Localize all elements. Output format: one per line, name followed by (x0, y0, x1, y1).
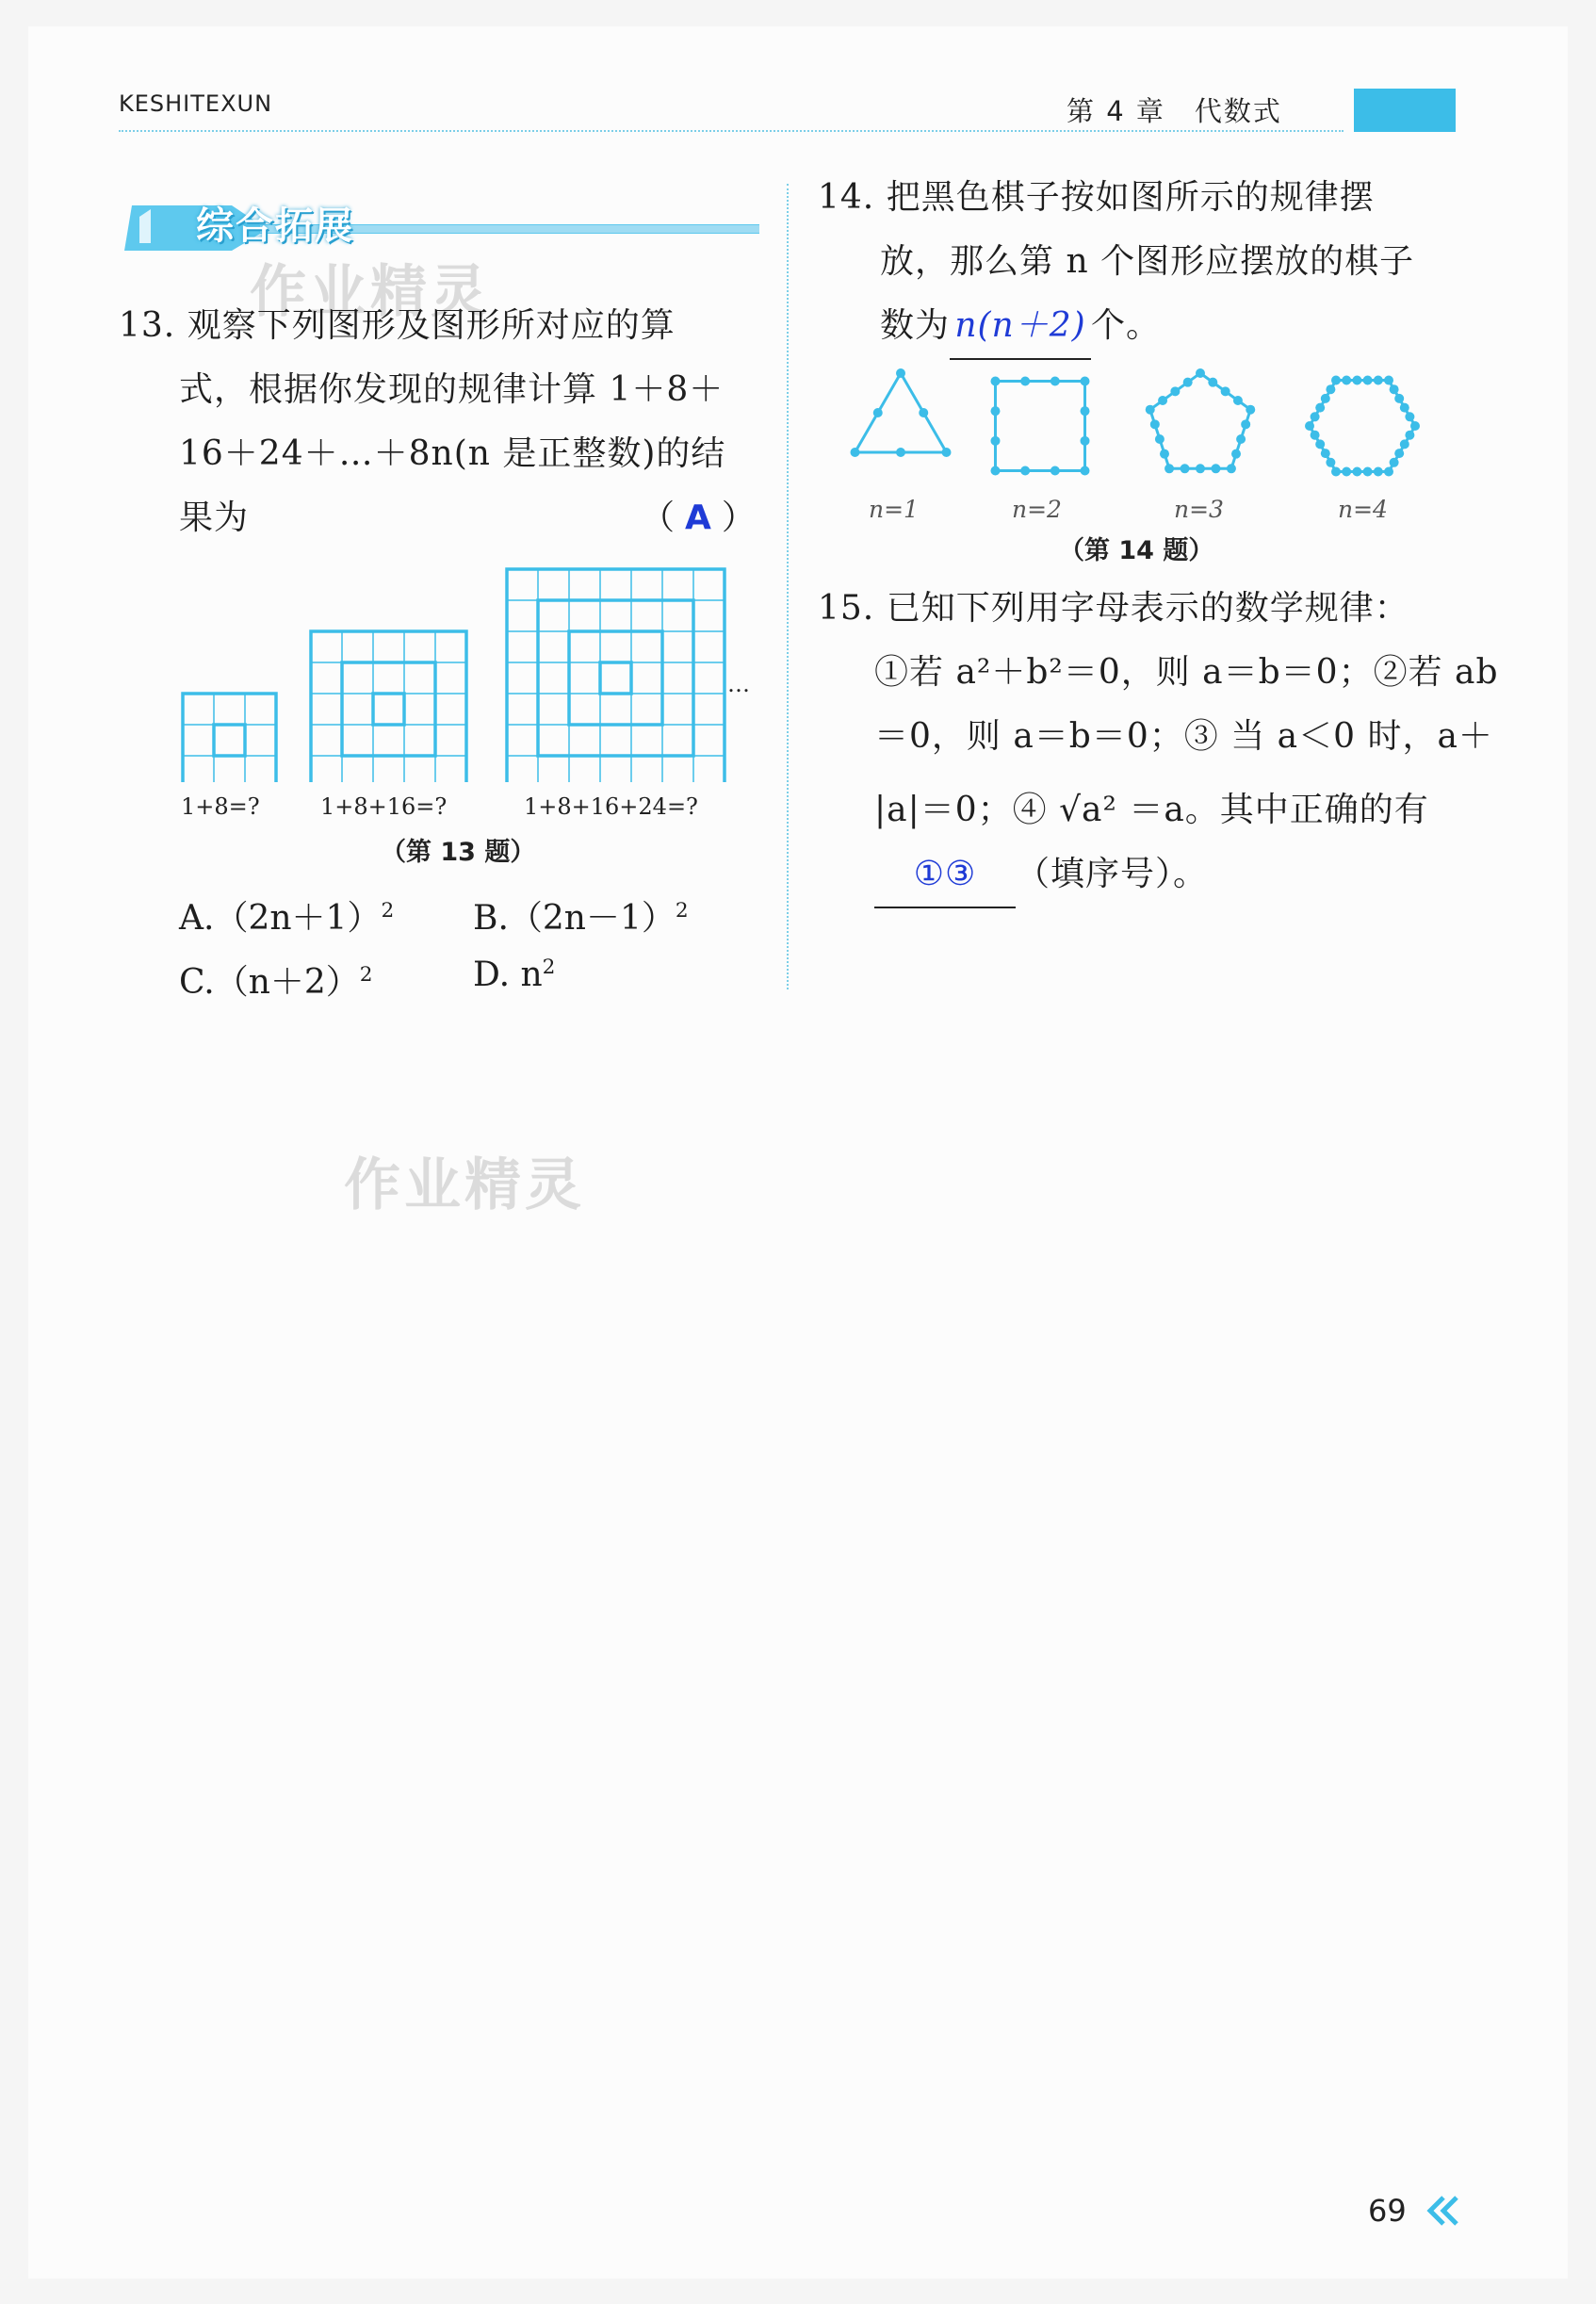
grid-square (342, 662, 435, 756)
chess-piece-dot (1331, 376, 1341, 385)
chess-piece-dot (1390, 458, 1399, 467)
q13-figure (170, 556, 773, 782)
chess-piece-dot (1342, 466, 1351, 476)
chess-piece-dot (1410, 421, 1420, 431)
polygon-shape (995, 381, 1084, 470)
chess-piece-dot (1196, 464, 1205, 473)
q13-option-d: D. $n^2$ (473, 956, 556, 994)
q13-label-1: 1+8=? (181, 793, 260, 820)
chess-piece-dot (1311, 412, 1320, 421)
chess-piece-dot (1160, 449, 1169, 459)
chess-piece-dot (1246, 405, 1255, 415)
polygon-shape (855, 373, 947, 452)
chess-piece-dot (1352, 466, 1361, 476)
chess-piece-dot (1164, 464, 1174, 473)
section-title: 综合拓展 (196, 204, 354, 248)
chess-piece-dot (1305, 421, 1314, 431)
chess-piece-dot (1374, 466, 1383, 476)
q15-answer: ①③ (874, 842, 1016, 908)
chess-piece-dot (1221, 386, 1230, 396)
watermark-middle: 作业精灵 (344, 1152, 585, 1218)
chess-piece-dot (1150, 419, 1160, 429)
grid-square (183, 694, 276, 782)
chess-piece-dot (1331, 466, 1341, 476)
q13-option-a: $A.(2n+1)^2$ (179, 899, 395, 938)
series-title: KESHITEXUN (119, 90, 273, 117)
chess-piece-dot (873, 408, 883, 417)
chess-piece-dot (1315, 403, 1325, 413)
chess-piece-dot (851, 448, 860, 457)
chess-piece-dot (1384, 466, 1393, 476)
chess-piece-dot (1183, 378, 1193, 387)
q13-label-3: 1+8+16+24=? (524, 793, 698, 820)
chess-piece-dot (1374, 376, 1383, 385)
chess-piece-dot (1326, 458, 1335, 467)
chess-piece-dot (1081, 466, 1090, 476)
chess-piece-dot (1342, 376, 1351, 385)
chess-piece-dot (990, 436, 1000, 446)
q13-option-c: $C.(n+2)^2$ (179, 963, 373, 1002)
chess-piece-dot (896, 368, 905, 378)
chess-piece-dot (919, 408, 928, 417)
chess-piece-dot (1394, 449, 1404, 458)
chess-piece-dot (1081, 436, 1090, 446)
q14-line2: 放，那么第 n 个图形应摆放的棋子 (880, 242, 1415, 281)
chess-piece-dot (1321, 449, 1330, 458)
chess-piece-dot (1081, 376, 1090, 385)
chess-piece-dot (896, 448, 905, 457)
chess-piece-dot (990, 406, 1000, 416)
q15-line5: ①③ （填序号）。 (874, 842, 1208, 908)
chess-piece-dot (1390, 384, 1399, 394)
q13-answer: A (685, 498, 712, 537)
q15-line4: |a|＝0；④ √a² ＝a。其中正确的有 (874, 791, 1429, 829)
grid-square (311, 631, 466, 782)
chess-piece-dot (1363, 466, 1373, 476)
chess-piece-dot (1050, 466, 1060, 476)
chess-piece-dot (1196, 368, 1205, 378)
chess-piece-dot (1081, 406, 1090, 416)
chess-piece-dot (1233, 396, 1243, 405)
q14-caption: （第 14 题） (1059, 536, 1214, 565)
chess-piece-dot (1321, 394, 1330, 403)
chess-piece-dot (1155, 434, 1164, 444)
grid-square (373, 694, 404, 725)
chess-piece-dot (1181, 464, 1190, 473)
q14-label-3: n=3 (1174, 496, 1224, 523)
chess-piece-dot (1231, 449, 1241, 459)
q13-line4: 果为 (179, 498, 250, 537)
q13-caption: （第 13 题） (381, 838, 536, 867)
q13-line2: 式，根据你发现的规律计算 1＋8＋ (179, 370, 725, 409)
q13-option-b: $B.(2n-1)^2$ (473, 899, 689, 938)
header-color-block (1354, 89, 1456, 132)
q13-ellipsis: … (727, 671, 750, 697)
chess-piece-dot (1315, 439, 1325, 449)
q13-label-2: 1+8+16=? (320, 793, 448, 820)
chess-piece-dot (1146, 405, 1155, 415)
grid-square (569, 631, 662, 725)
chess-piece-dot (1170, 386, 1180, 396)
q15-line3: ＝0，则 a＝b＝0；③ 当 a＜0 时，a＋ (874, 717, 1493, 756)
chess-piece-dot (1311, 431, 1320, 440)
q13-answer-bracket: （ A ） (641, 498, 757, 537)
grid-square (600, 662, 631, 694)
chess-piece-dot (1326, 384, 1335, 394)
q14-label-4: n=4 (1338, 496, 1388, 523)
column-divider (787, 184, 789, 989)
chess-piece-dot (990, 466, 1000, 476)
q15-line2: ①若 a²＋b²＝0，则 a＝b＝0；②若 ab (874, 653, 1499, 692)
chess-piece-dot (1241, 419, 1250, 429)
chess-piece-dot (1363, 376, 1373, 385)
chess-piece-dot (941, 448, 951, 457)
double-chevron-left-icon (1425, 2192, 1462, 2230)
q14-line1: 14. 把黑色棋子按如图所示的规律摆 (818, 178, 1375, 217)
q15-line1: 15. 已知下列用字母表示的数学规律： (818, 589, 1409, 628)
chess-piece-dot (1020, 466, 1030, 476)
chess-piece-dot (1050, 376, 1060, 385)
chess-piece-dot (1405, 431, 1414, 440)
chess-piece-dot (1208, 378, 1217, 387)
q14-label-1: n=1 (869, 496, 919, 523)
watermark-top: 作业精灵 (250, 259, 491, 325)
q14-line3: 数为 n(n＋2) 个。 (880, 294, 1161, 360)
page-number: 69 (1368, 2193, 1407, 2229)
grid-square (538, 600, 693, 756)
chess-piece-dot (1384, 376, 1393, 385)
chess-piece-dot (1400, 403, 1409, 413)
grid-square (214, 725, 245, 756)
q13-line1: 13. 观察下列图形及图形所对应的算 (119, 306, 676, 345)
chess-piece-dot (1400, 439, 1409, 449)
chess-piece-dot (1352, 376, 1361, 385)
q14-answer: n(n＋2) (950, 294, 1091, 360)
chess-piece-dot (1158, 396, 1167, 405)
q14-label-2: n=2 (1012, 496, 1062, 523)
chess-piece-dot (990, 376, 1000, 385)
chess-piece-dot (1211, 464, 1220, 473)
q14-figure (829, 368, 1451, 509)
chess-piece-dot (1405, 412, 1414, 421)
q13-line3: 16＋24＋…＋8n(n 是正整数)的结 (179, 434, 726, 473)
chapter-title: 第 4 章 代数式 (1067, 95, 1282, 127)
chess-piece-dot (1236, 434, 1246, 444)
chess-piece-dot (1394, 394, 1404, 403)
chess-piece-dot (1020, 376, 1030, 385)
header-divider (119, 130, 1344, 132)
chess-piece-dot (1227, 464, 1236, 473)
